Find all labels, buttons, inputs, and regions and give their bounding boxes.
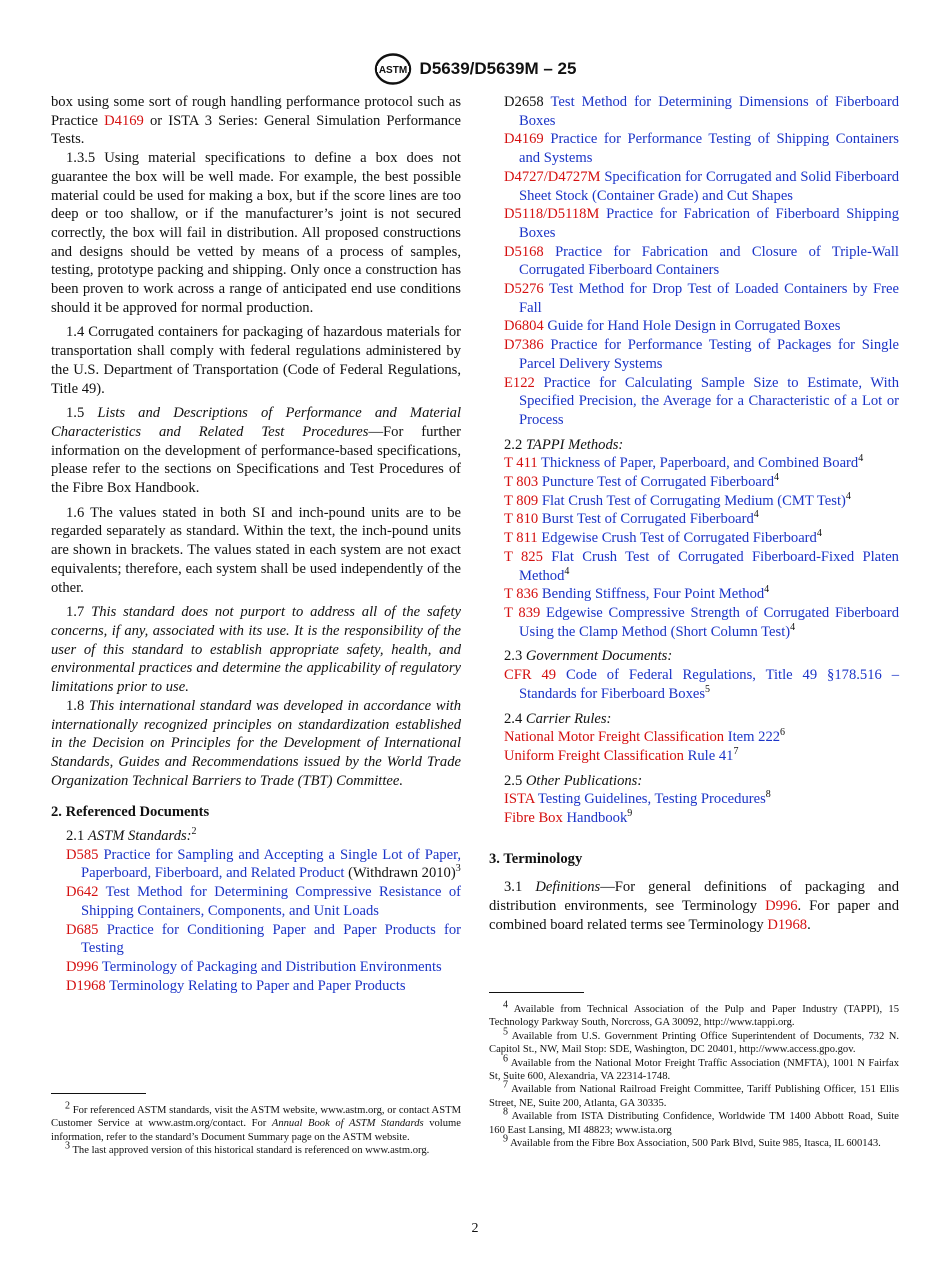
reference-item[interactable]: D4727/D4727M Specification for Corrugated and Solid Fiberboard Sheet Stock (Container Grade) and Cut Shapes xyxy=(504,168,899,204)
reference-item[interactable]: Fibre Box Handbook$^9$ xyxy=(504,808,633,827)
paragraph-3-1: 3.1 Definitions—For general definitions of packaging and distribution environments, see Terminology D996. For paper and combined board related terms see Terminology D1968. xyxy=(489,879,900,933)
reference-item[interactable]: ISTA Testing Guidelines, Testing Procedures$^8$ xyxy=(504,789,771,808)
reference-item[interactable]: D5276 Test Method for Drop Test of Loaded Containers by Free Fall xyxy=(504,281,899,316)
reference-item[interactable]: D5168 Practice for Fabrication and Closure of Triple-Wall Corrugated Fiberboard Containers xyxy=(504,243,899,279)
footnote-divider xyxy=(489,992,584,993)
reference-item[interactable]: T 825 Flat Crush Test of Corrugated Fiberboard-Fixed Platen Method$^4$ xyxy=(504,548,899,584)
paragraph-continued: box using some sort of rough handling performance protocol such as Practice D4169 or ISTA 3 Series: General Simulation Performance Tests. xyxy=(51,94,461,148)
footnote-7: $^7$ Available from National Railroad Freight Committee, Tariff Publishing Officer, 151 Ellis Street, NE, Suite 200, Atlanta, GA 30335. xyxy=(489,1079,899,1109)
left-footnotes xyxy=(51,1093,461,1158)
footnote-divider xyxy=(51,1093,146,1094)
reference-item[interactable]: D685 Practice for Conditioning Paper and Paper Products for Testing xyxy=(66,921,462,957)
svg-text:ASTM: ASTM xyxy=(378,65,407,76)
footnote-5: $^5$ Available from U.S. Government Printing Office Superintendent of Documents, 732 N. Capitol St., NW, Mail Stop: SDE, Washington, DC 20401, http://www.access.gpo.gov. xyxy=(489,1026,899,1056)
subsection-2-5: 2.5 Other Publications: xyxy=(504,772,643,789)
link-d996[interactable]: D996 xyxy=(765,898,798,915)
gov-reference-list xyxy=(489,666,899,703)
section-2-heading: 2. Referenced Documents xyxy=(51,804,210,821)
reference-item[interactable]: National Motor Freight Classification Item $222^6$ xyxy=(504,727,786,746)
astm-logo-icon xyxy=(374,53,412,85)
paragraph-1-3-5: 1.3.5 Using material specifications to define a box does not guarantee the box will be well made. For example, the best possible material could be used for making a box, but if the score lines are too deep or too shallow, or if the manufacturer’s joint is not secured correctly, the box will fail in distribution. All proposed constructions and designs should be vetted by means of a process of samples, testing, prototype packing and shipping. Only once a construction has been proven to work across a range of anticipated end use conditions should it be approved for normal production. xyxy=(51,150,461,316)
astm-reference-list-right xyxy=(489,93,899,430)
reference-item[interactable]: D1968 Terminology Relating to Paper and Paper Products xyxy=(66,977,406,994)
astm-reference-list-left xyxy=(51,846,461,996)
reference-item[interactable]: T 809 Flat Crush Test of Corrugating Medium (CMT Test)$^4$ xyxy=(504,490,851,509)
reference-item[interactable]: D6804 Guide for Hand Hole Design in Corrugated Boxes xyxy=(504,318,841,335)
section-3-heading: 3. Terminology xyxy=(489,850,583,867)
paragraph-1-4: 1.4 Corrugated containers for packaging of hazardous materials for transportation shall comply with federal regulations administered by the U.S. Department of Transportation (Code of Federal Regulations, Title 49). xyxy=(51,324,461,397)
reference-item[interactable]: D642 Test Method for Determining Compressive Resistance of Shipping Containers, Components, and Unit Loads xyxy=(66,884,461,919)
reference-item[interactable]: D2658 Test Method for Determining Dimensions of Fiberboard Boxes xyxy=(504,94,900,129)
link-d4169[interactable]: D4169 xyxy=(104,112,144,129)
reference-item[interactable]: T 803 Puncture Test of Corrugated Fiberboard$^4$ xyxy=(504,472,780,491)
reference-item[interactable]: D5118/D5118M Practice for Fabrication of Fiberboard Shipping Boxes xyxy=(504,206,899,241)
reference-item[interactable]: D7386 Practice for Performance Testing of Packages for Single Parcel Delivery Systems xyxy=(504,337,899,372)
reference-item[interactable]: T 411 Thickness of Paper, Paperboard, and Combined Board$^4$ xyxy=(504,453,864,472)
reference-item[interactable]: T 810 Burst Test of Corrugated Fiberboard$^4$ xyxy=(504,509,759,528)
reference-item[interactable]: T 839 Edgewise Compressive Strength of Corrugated Fiberboard Using the Clamp Method (Short Column Test)$^4$ xyxy=(504,604,899,640)
paragraph-1-7: 1.7 This standard does not purport to address all of the safety concerns, if any, associated with its use. It is the responsibility of the user of this standard to establish appropriate safety, health, and environmental practices and determine the applicability of regulatory limitations prior to use. xyxy=(51,604,461,696)
footnote-4: $^4$ Available from Technical Association of the Pulp and Paper Industry (TAPPI), 15 Technology Parkway South, Norcross, GA 30092, http://www.tappi.org. xyxy=(489,999,899,1029)
paragraph-1-5: 1.5 Lists and Descriptions of Performance and Material Characteristics and Related Test Procedures—For further information on the development of performance-based specifications, please refer to the sections on Specifications and Test Procedures of the Fibre Box Handbook. xyxy=(51,405,461,497)
reference-item[interactable]: D996 Terminology of Packaging and Distribution Environments xyxy=(66,958,442,975)
footnote-2: $^2$ For referenced ASTM standards, visit the ASTM website, www.astm.org, or contact ASTM Customer Service at www.astm.org/contact. For Annual Book of ASTM Standards volume information, refer to the standard’s Document Summary page on the ASTM website. xyxy=(51,1100,461,1143)
footnote-6: $^6$ Available from the National Motor Freight Traffic Association (NMFTA), 1001 N Fairfax St, Suite 600, Alexandria, VA 22314-1748. xyxy=(489,1053,899,1083)
left-column xyxy=(51,93,461,995)
reference-item[interactable]: CFR 49 Code of Federal Regulations, Title 49 §178.516 – Standards for Fiberboard Boxes$^5$ xyxy=(504,667,900,702)
footnote-3: $^3$ The last approved version of this historical standard is referenced on www.astm.org. xyxy=(65,1140,430,1157)
right-footnotes xyxy=(489,992,899,1150)
subsection-2-2: 2.2 TAPPI Methods: xyxy=(504,436,624,453)
reference-item[interactable]: T 836 Bending Stiffness, Four Point Method$^4$ xyxy=(504,584,770,603)
subsection-2-3: 2.3 Government Documents: xyxy=(504,648,673,665)
reference-item[interactable]: D585 Practice for Sampling and Accepting a Single Lot of Paper, Paperboard, Fiberboard, and Related Product (Withdrawn 2010)$^3$ xyxy=(66,846,461,882)
carrier-reference-list xyxy=(489,728,899,765)
subsection-2-1: 2.1 ASTM Standards:$^2$ xyxy=(66,826,197,845)
reference-item[interactable]: E122 Practice for Calculating Sample Size to Estimate, With Specified Precision, the Average for a Characteristic of a Lot or Process xyxy=(504,374,899,428)
page-header xyxy=(0,52,950,86)
link-d1968[interactable]: D1968 xyxy=(767,916,808,933)
footnote-9: $^9$ Available from the Fibre Box Association, 500 Park Blvd, Suite 985, Itasca, IL 600143. xyxy=(503,1133,881,1150)
paragraph-1-8: 1.8 This international standard was developed in accordance with internationally recognized principles on standardization established in the Decision on Principles for the Development of International Standards, Guides and Recommendations issued by the World Trade Organization Technical Barriers to Trade (TBT) Committee. xyxy=(51,697,462,789)
other-reference-list xyxy=(489,790,899,827)
reference-item[interactable]: D4169 Practice for Performance Testing of Shipping Containers and Systems xyxy=(504,131,899,167)
reference-item[interactable]: Uniform Freight Classification Rule $41^7$ xyxy=(504,746,739,764)
subsection-2-4: 2.4 Carrier Rules: xyxy=(504,710,612,727)
footnote-8: $^8$ Available from ISTA Distributing Confidence, Worldwide TM 1400 Abbott Road, Suite 160 East Lansing, MI 48823; www.ista.org xyxy=(489,1106,899,1136)
document-code: D5639/D5639M – 25 xyxy=(419,59,577,78)
page-number: 2 xyxy=(471,1221,479,1236)
tappi-reference-list xyxy=(489,454,899,641)
paragraph-1-6: 1.6 The values stated in both SI and inch-pound units are to be regarded separately as standard. Within the text, the inch-pound units are shown in brackets. The values stated in each system are not exact equivalents; therefore, each system shall be used independently of the other. xyxy=(51,504,461,596)
right-column xyxy=(489,93,899,935)
reference-item[interactable]: T 811 Edgewise Crush Test of Corrugated Fiberboard$^4$ xyxy=(504,528,822,547)
